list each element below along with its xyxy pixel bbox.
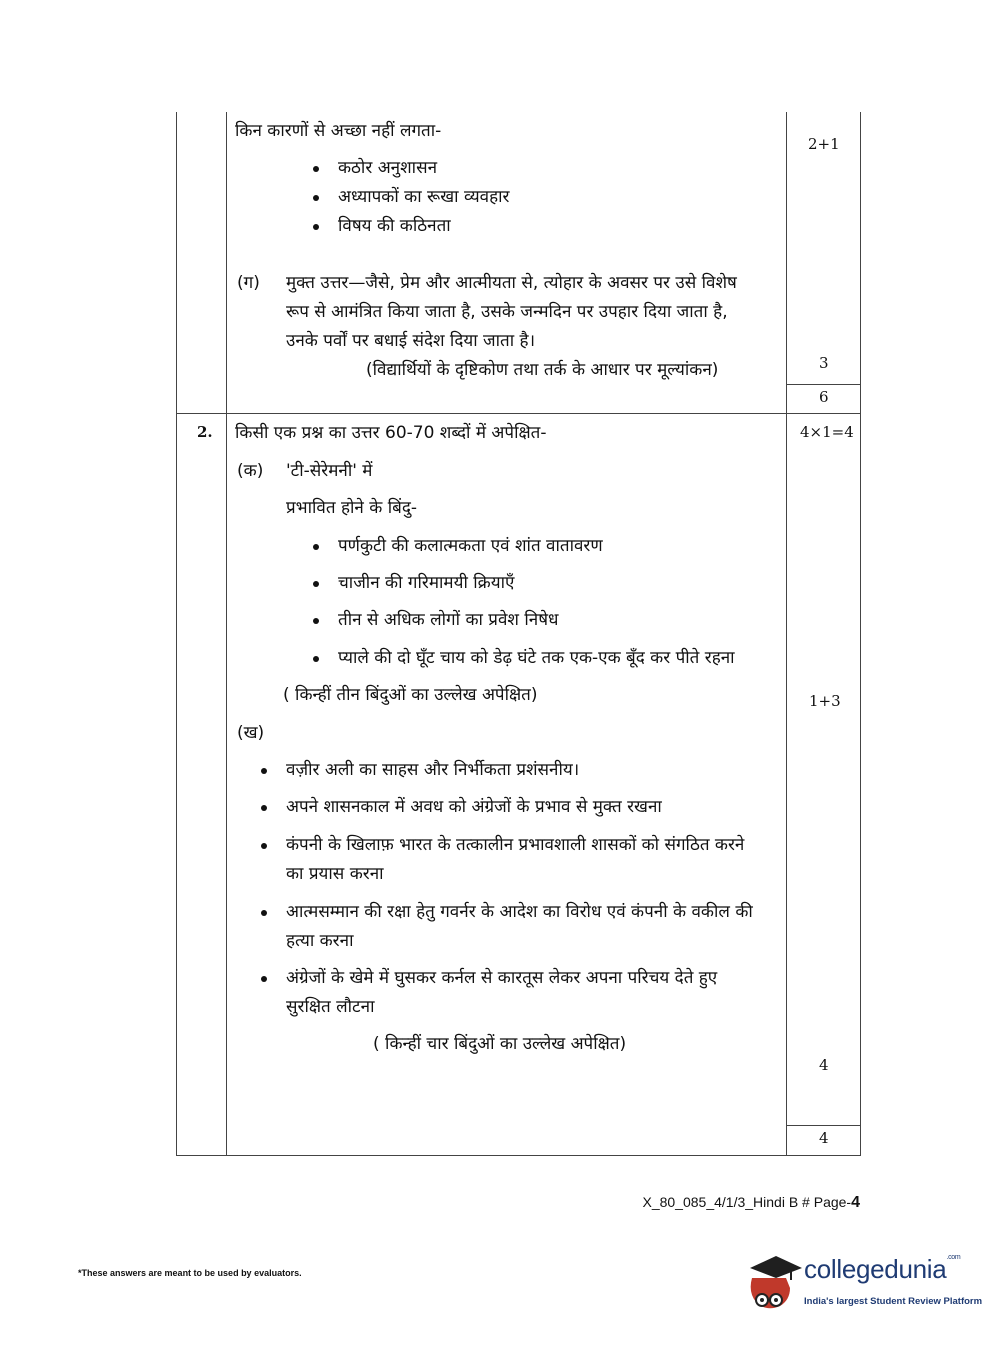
bullet-icon	[313, 166, 319, 172]
bullet-icon	[313, 544, 319, 550]
kha-note: ( किन्हीं चार बिंदुओं का उल्लेख अपेक्षित)	[373, 1034, 627, 1054]
ka-note: ( किन्हीं तीन बिंदुओं का उल्लेख अपेक्षित)	[283, 685, 538, 705]
table-bottom-border	[176, 1155, 861, 1156]
logo-wordmark	[804, 1254, 960, 1285]
bullet-icon	[261, 910, 267, 916]
section1-intro: किन कारणों से अच्छा नहीं लगता-	[235, 121, 442, 141]
section1-total: 6	[819, 388, 829, 406]
bullet-icon	[313, 618, 319, 624]
table-right-border	[860, 112, 861, 1156]
ka-bullet: प्याले की दो घूँट चाय को डेढ़ घंटे तक एक-एक बूँद कर पीते रहना	[338, 648, 735, 668]
ka-bullet: पर्णकुटी की कलात्मकता एवं शांत वातावरण	[338, 536, 603, 556]
logo-suffix: .com	[946, 1254, 961, 1261]
footer-code-text: X_80_085_4/1/3_Hindi B # Page-	[642, 1194, 852, 1210]
marks-column-divider	[786, 112, 787, 1156]
ka-marks: 1+3	[809, 692, 841, 710]
bullet-icon	[313, 195, 319, 201]
ka-label: (क)	[237, 461, 264, 481]
page-number: 4	[851, 1194, 860, 1211]
kha-marks: 4	[819, 1056, 829, 1074]
section2-intro: किसी एक प्रश्न का उत्तर 60-70 शब्दों में अपेक्षित-	[235, 423, 547, 443]
total-divider-1	[786, 384, 861, 385]
section1-ga-line: रूप से आमंत्रित किया जाता है, उसके जन्मदिन पर उपहार दिया जाता है,	[286, 302, 728, 322]
section1-ga-line: उनके पर्वों पर बधाई संदेश दिया जाता है।	[286, 331, 536, 351]
kha-bullet-line: हत्या करना	[286, 931, 354, 951]
table-left-border	[176, 112, 177, 1156]
ka-bullet: चाजीन की गरिमामयी क्रियाएँ	[338, 573, 515, 593]
row-divider	[176, 413, 861, 414]
section1-ga-line: मुक्त उत्तर—जैसे, प्रेम और आत्मीयता से, त्योहार के अवसर पर उसे विशेष	[286, 273, 737, 293]
bullet-icon	[261, 976, 267, 982]
section1-bullet: विषय की कठिनता	[338, 216, 451, 236]
ka-sub: प्रभावित होने के बिंदु-	[286, 498, 417, 518]
kha-bullet-line: आत्मसम्मान की रक्षा हेतु गवर्नर के आदेश का विरोध एवं कंपनी के वकील की	[286, 902, 753, 922]
page-footer-code	[642, 1194, 860, 1212]
question-number: 2.	[197, 423, 213, 441]
answer-table	[176, 112, 861, 1156]
bullet-icon	[313, 224, 319, 230]
kha-bullet-line: सुरक्षित लौटना	[286, 997, 375, 1017]
evaluator-note: *These answers are meant to be used by evaluators.	[78, 1268, 302, 1278]
kha-label: (ख)	[237, 723, 265, 743]
kha-bullet-line: वज़ीर अली का साहस और निर्भीकता प्रशंसनीय।	[286, 760, 580, 780]
ka-bullet: तीन से अधिक लोगों का प्रवेश निषेध	[338, 610, 559, 630]
kha-bullet-line: अपने शासनकाल में अवध को अंग्रेजों के प्रभाव से मुक्त रखना	[286, 797, 662, 817]
bullet-icon	[261, 843, 267, 849]
section1-marks-a: 2+1	[808, 135, 840, 153]
logo-name-text: collegedunia	[804, 1254, 947, 1284]
section1-ga-label: (ग)	[237, 273, 260, 293]
collegedunia-logo	[742, 1248, 983, 1320]
section2-total: 4	[819, 1129, 829, 1147]
kha-bullet-line: अंग्रेजों के खेमे में घुसकर कर्नल से कारतूस लेकर अपना परिचय देते हुए	[286, 968, 718, 988]
kha-bullet-line: का प्रयास करना	[286, 864, 384, 884]
section1-bullet: कठोर अनुशासन	[338, 158, 438, 178]
total-divider-2	[786, 1125, 861, 1126]
section1-bullet: अध्यापकों का रूखा व्यवहार	[338, 187, 510, 207]
kha-bullet-line: कंपनी के खिलाफ़ भारत के तत्कालीन प्रभावशाली शासकों को संगठित करने	[286, 835, 745, 855]
bullet-icon	[313, 581, 319, 587]
section1-marks-b: 3	[819, 354, 829, 372]
ka-title: 'टी-सेरेमनी' में	[286, 461, 373, 481]
bullet-icon	[261, 805, 267, 811]
mascot-icon	[742, 1248, 804, 1320]
number-column-divider	[226, 112, 227, 1156]
bullet-icon	[261, 768, 267, 774]
section1-ga-note: (विद्यार्थियों के दृष्टिकोण तथा तर्क के आधार पर मूल्यांकन)	[366, 360, 719, 380]
section2-marks-top: 4×1=4	[800, 423, 854, 441]
bullet-icon	[313, 656, 319, 662]
logo-tagline: India's largest Student Review Platform	[804, 1296, 983, 1307]
